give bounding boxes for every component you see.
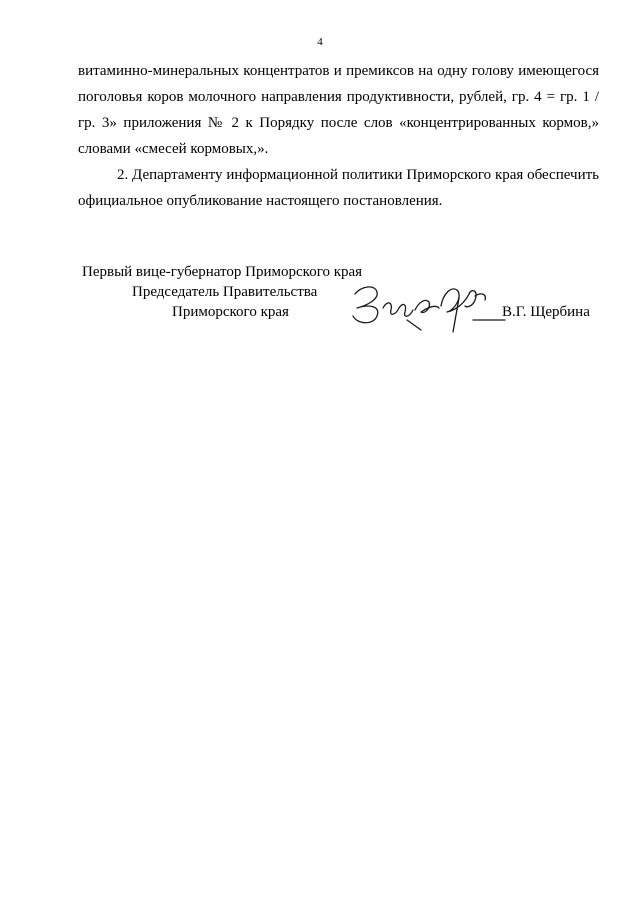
signature-block [62,262,602,342]
signatory-title-line-3: Приморского края [172,304,289,320]
document-body [78,58,599,214]
signatory-name: В.Г. Щербина [502,304,590,320]
signatory-title-line-2: Председатель Правительства [132,284,318,300]
paragraph-continuation: витаминно-минеральных концентратов и премиксов на одну голову имеющегося поголовья коров молочного направления продуктивности, рублей, гр. 4 = гр. 1 / гр. 3» приложения № 2 к Порядку после слов «концентрированных кормов,» словами «смесей кормовых,». [78,63,599,157]
handwritten-signature [347,276,507,336]
page-number: 4 [317,36,323,48]
paragraph-item-2: 2. Департаменту информационной политики Приморского края обеспечить официальное опубликование настоящего постановления. [78,167,599,209]
signatory-title-line-1: Первый вице-губернатор Приморского края [82,264,363,280]
